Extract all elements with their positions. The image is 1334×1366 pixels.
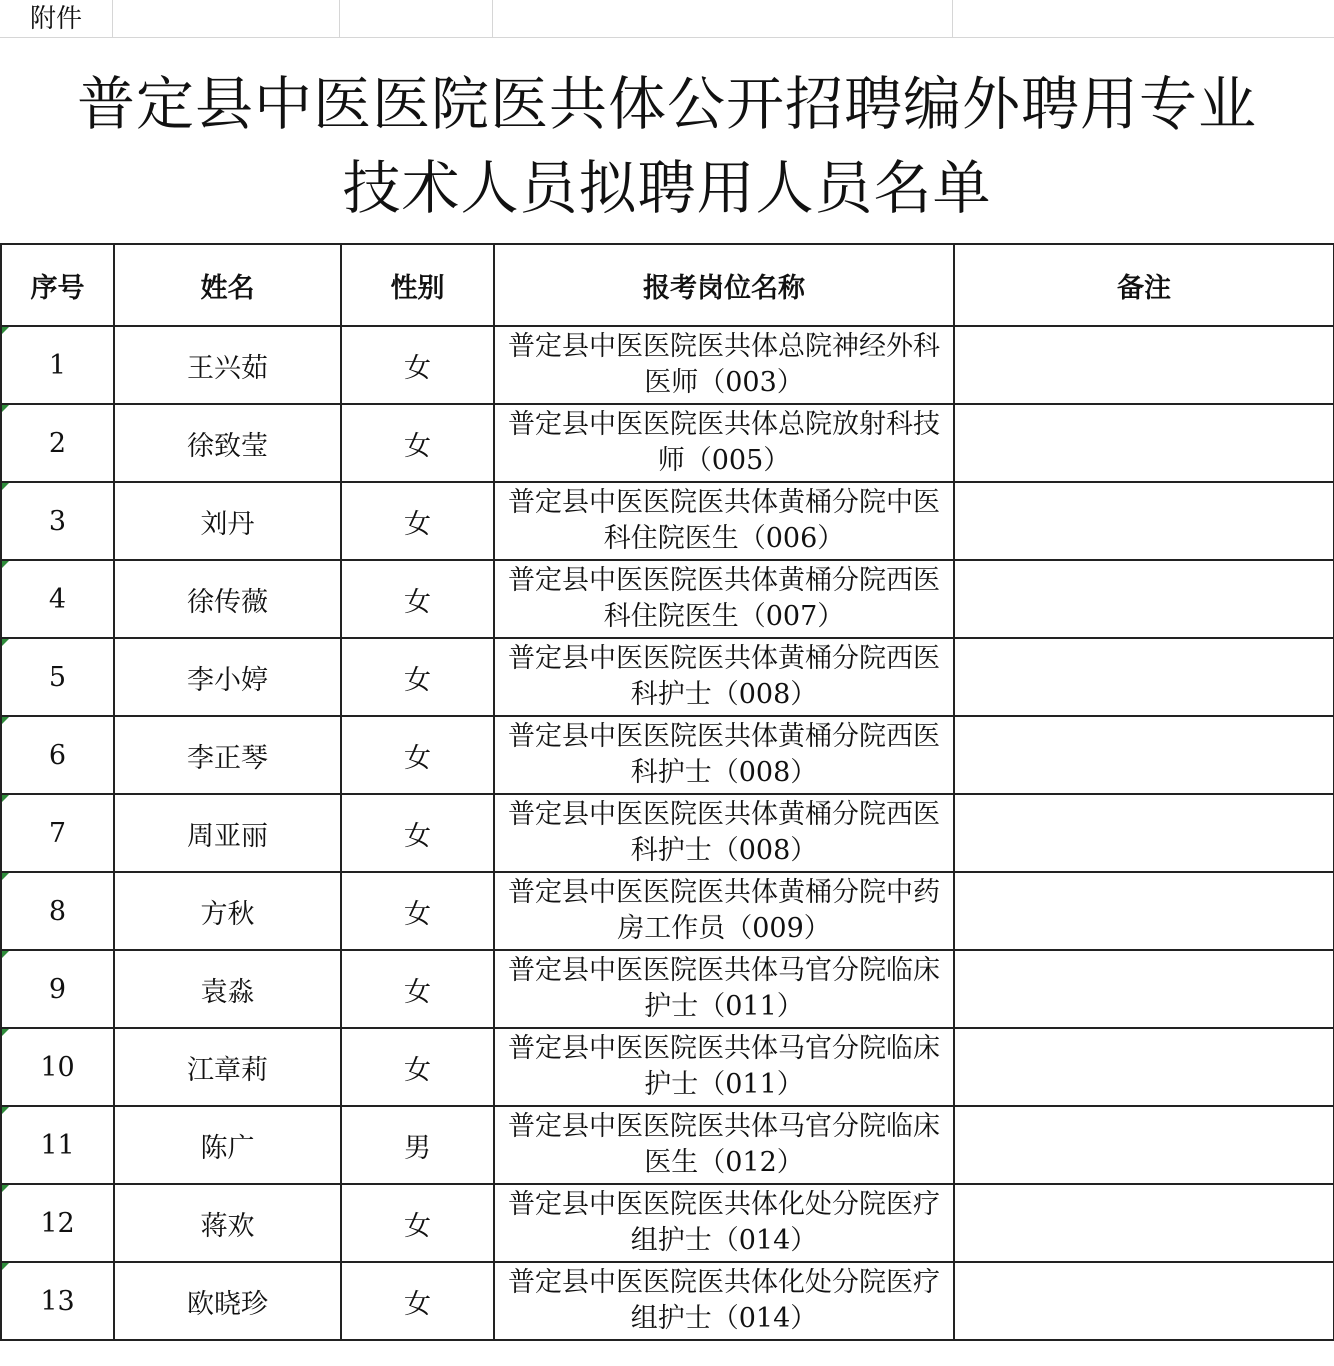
row-post-text: 普定县中医医院医共体总院神经外科医师（003）: [508, 331, 940, 398]
row-name-text: 方秋: [200, 898, 255, 930]
row-index: [1, 1262, 114, 1340]
row-index: [1, 872, 114, 950]
row-gender-text: 女: [404, 1288, 431, 1320]
row-gender: [341, 794, 494, 872]
header-note: 备注: [954, 244, 1334, 326]
row-gender-text: 女: [404, 586, 431, 618]
row-index-text: 8: [48, 895, 67, 927]
header-post: 报考岗位名称: [494, 244, 954, 326]
table-header-row: [1, 244, 1334, 326]
row-note: [954, 1028, 1334, 1106]
row-post-text: 普定县中医医院医共体马官分院临床护士（011）: [508, 1033, 940, 1100]
row-gender: [341, 1262, 494, 1340]
top-gridline-row: [0, 0, 1334, 38]
row-gender-text: 女: [404, 820, 431, 852]
row-index: [1, 716, 114, 794]
row-name: [114, 1106, 341, 1184]
row-name: [114, 404, 341, 482]
row-name: [114, 1262, 341, 1340]
row-post: [494, 1106, 954, 1184]
page-title-line-1: 普定县中医医院医共体公开招聘编外聘用专业: [76, 70, 1257, 138]
row-note: [954, 326, 1334, 404]
row-note: [954, 404, 1334, 482]
header-gender: 性别: [341, 244, 494, 326]
row-gender-text: 女: [404, 352, 431, 384]
table-row: [1, 326, 1334, 404]
row-post-text: 普定县中医医院医共体黄桶分院中药房工作员（009）: [508, 877, 940, 944]
row-note: [954, 638, 1334, 716]
row-name-text: 李正琴: [187, 742, 268, 774]
row-index: [1, 404, 114, 482]
candidate-table: [0, 243, 1334, 1341]
row-gender: [341, 1106, 494, 1184]
row-post-text: 普定县中医医院医共体马官分院临床医生（012）: [508, 1111, 940, 1178]
row-name: [114, 794, 341, 872]
row-index-text: 5: [48, 661, 67, 693]
row-gender-text: 女: [404, 898, 431, 930]
cell-error-flag-icon: [2, 561, 9, 568]
row-name-text: 李小婷: [187, 664, 268, 696]
row-note: [954, 482, 1334, 560]
cell-error-flag-icon: [2, 795, 9, 802]
row-index-text: 10: [40, 1051, 75, 1083]
row-name: [114, 326, 341, 404]
row-post: [494, 560, 954, 638]
row-name: [114, 872, 341, 950]
table-row: [1, 950, 1334, 1028]
cell-error-flag-icon: [2, 483, 9, 490]
row-post: [494, 1184, 954, 1262]
row-note: [954, 716, 1334, 794]
row-name-text: 蒋欢: [200, 1210, 255, 1242]
row-gender-text: 女: [404, 508, 431, 540]
row-gender-text: 女: [404, 742, 431, 774]
row-index-text: 12: [40, 1207, 75, 1239]
row-index-text: 2: [48, 427, 67, 459]
row-index-text: 3: [48, 505, 67, 537]
row-post-text: 普定县中医医院医共体化处分院医疗组护士（014）: [508, 1267, 940, 1334]
row-post: [494, 482, 954, 560]
row-post: [494, 638, 954, 716]
row-name-text: 徐致莹: [187, 430, 268, 462]
attachment-label: 附件: [30, 4, 83, 34]
table-row: [1, 1028, 1334, 1106]
table-row: [1, 794, 1334, 872]
row-gender-text: 女: [404, 430, 431, 462]
cell-error-flag-icon: [2, 1029, 9, 1036]
row-name: [114, 560, 341, 638]
row-post: [494, 326, 954, 404]
row-index: [1, 638, 114, 716]
cell-error-flag-icon: [2, 327, 9, 334]
gridline: [112, 0, 113, 38]
row-index-text: 13: [40, 1285, 75, 1317]
row-post-text: 普定县中医医院医共体黄桶分院西医科护士（008）: [508, 643, 940, 710]
row-post: [494, 1262, 954, 1340]
row-index: [1, 794, 114, 872]
row-post-text: 普定县中医医院医共体黄桶分院中医科住院医生（006）: [508, 487, 940, 554]
cell-error-flag-icon: [2, 405, 9, 412]
row-index-text: 11: [40, 1129, 75, 1161]
row-name-text: 江章莉: [187, 1054, 268, 1086]
row-post-text: 普定县中医医院医共体化处分院医疗组护士（014）: [508, 1189, 940, 1256]
table-row: [1, 482, 1334, 560]
row-name: [114, 716, 341, 794]
cell-error-flag-icon: [2, 951, 9, 958]
row-index: [1, 1184, 114, 1262]
row-gender-text: 女: [404, 976, 431, 1008]
row-post: [494, 716, 954, 794]
gridline: [952, 0, 953, 38]
row-index: [1, 560, 114, 638]
row-gender: [341, 872, 494, 950]
table-body: [1, 326, 1334, 1340]
row-note: [954, 560, 1334, 638]
row-note: [954, 1106, 1334, 1184]
row-post-text: 普定县中医医院医共体总院放射科技师（005）: [508, 409, 940, 476]
row-gender: [341, 1184, 494, 1262]
row-name-text: 欧晓珍: [187, 1288, 268, 1320]
row-name: [114, 638, 341, 716]
row-gender: [341, 950, 494, 1028]
row-name: [114, 1184, 341, 1262]
cell-error-flag-icon: [2, 717, 9, 724]
cell-error-flag-icon: [2, 1185, 9, 1192]
row-note: [954, 872, 1334, 950]
row-index: [1, 1028, 114, 1106]
row-index: [1, 1106, 114, 1184]
row-name-text: 袁淼: [200, 976, 255, 1008]
cell-error-flag-icon: [2, 1107, 9, 1114]
row-index: [1, 326, 114, 404]
table-row: [1, 560, 1334, 638]
row-post: [494, 872, 954, 950]
row-gender: [341, 560, 494, 638]
row-name-text: 陈广: [200, 1132, 255, 1164]
row-post-text: 普定县中医医院医共体马官分院临床护士（011）: [508, 955, 940, 1022]
row-post-text: 普定县中医医院医共体黄桶分院西医科护士（008）: [508, 721, 940, 788]
row-note: [954, 1184, 1334, 1262]
row-name: [114, 950, 341, 1028]
gridline: [339, 0, 340, 38]
page-title-line-2: 技术人员拟聘用人员名单: [342, 154, 992, 222]
row-index-text: 7: [48, 817, 67, 849]
table-row: [1, 638, 1334, 716]
row-post-text: 普定县中医医院医共体黄桶分院西医科住院医生（007）: [508, 565, 940, 632]
row-index-text: 4: [48, 583, 67, 615]
row-gender-text: 男: [404, 1132, 431, 1164]
row-name: [114, 1028, 341, 1106]
row-index-text: 9: [48, 973, 67, 1005]
row-name-text: 周亚丽: [187, 820, 268, 852]
header-index: 序号: [1, 244, 114, 326]
row-gender: [341, 404, 494, 482]
row-gender-text: 女: [404, 1210, 431, 1242]
row-index: [1, 482, 114, 560]
row-index-text: 1: [48, 349, 67, 381]
row-gender: [341, 326, 494, 404]
row-note: [954, 1262, 1334, 1340]
row-post: [494, 794, 954, 872]
table-row: [1, 872, 1334, 950]
row-name: [114, 482, 341, 560]
row-post: [494, 404, 954, 482]
row-note: [954, 950, 1334, 1028]
row-gender: [341, 482, 494, 560]
row-gender: [341, 638, 494, 716]
row-name-text: 徐传薇: [187, 586, 268, 618]
row-post: [494, 950, 954, 1028]
row-name-text: 刘丹: [200, 508, 255, 540]
row-gender: [341, 716, 494, 794]
row-gender-text: 女: [404, 1054, 431, 1086]
gridline: [492, 0, 493, 38]
cell-error-flag-icon: [2, 873, 9, 880]
table-row: [1, 716, 1334, 794]
row-post: [494, 1028, 954, 1106]
row-gender-text: 女: [404, 664, 431, 696]
page-title: [0, 62, 1334, 230]
header-name: 姓名: [114, 244, 341, 326]
row-index-text: 6: [48, 739, 67, 771]
row-name-text: 王兴茹: [187, 352, 268, 384]
table-row: [1, 1106, 1334, 1184]
table-row: [1, 1184, 1334, 1262]
row-note: [954, 794, 1334, 872]
row-post-text: 普定县中医医院医共体黄桶分院西医科护士（008）: [508, 799, 940, 866]
row-index: [1, 950, 114, 1028]
cell-error-flag-icon: [2, 1263, 9, 1270]
row-gender: [341, 1028, 494, 1106]
table-row: [1, 404, 1334, 482]
cell-error-flag-icon: [2, 639, 9, 646]
table-row: [1, 1262, 1334, 1340]
